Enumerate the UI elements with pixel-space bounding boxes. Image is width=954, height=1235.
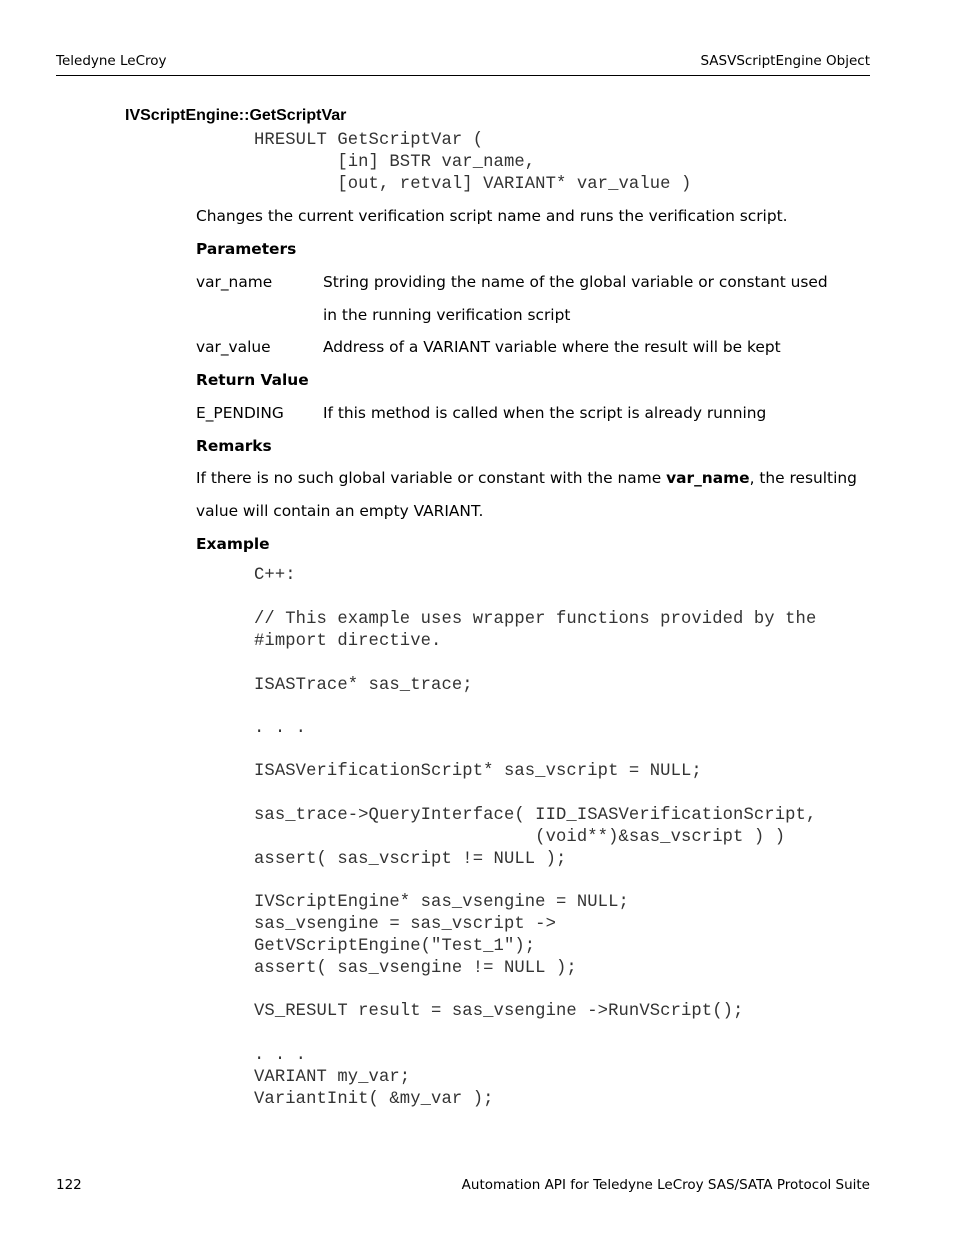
- code-line: GetVScriptEngine("Test_1");: [254, 937, 536, 956]
- param-name: var_value: [196, 338, 271, 356]
- parameters-heading: Parameters: [196, 240, 297, 258]
- code-line: VS_RESULT result = sas_vsengine ->RunVScript();: [254, 1002, 744, 1021]
- param-description-cont: in the running verification script: [323, 306, 571, 324]
- code-line: ISASTrace* sas_trace;: [254, 676, 473, 695]
- signature-line: HRESULT GetScriptVar (: [254, 131, 484, 150]
- return-code-description: If this method is called when the script is already running: [323, 404, 767, 422]
- remarks-param-name: var_name: [666, 469, 750, 487]
- code-line: // This example uses wrapper functions provided by the: [254, 610, 817, 629]
- code-line: IVScriptEngine* sas_vsengine = NULL;: [254, 893, 629, 912]
- signature-line: [out, retval] VARIANT* var_value ): [254, 175, 692, 194]
- remarks-line: value will contain an empty VARIANT.: [196, 502, 484, 520]
- code-line: sas_vsengine = sas_vscript ->: [254, 915, 557, 934]
- return-code: E_PENDING: [196, 404, 284, 422]
- code-line: C++:: [254, 566, 296, 585]
- description: Changes the current verification script name and runs the verification script.: [196, 207, 788, 225]
- code-line: (void**)&sas_vscript ) ): [254, 828, 786, 847]
- signature-line: [in] BSTR var_name,: [254, 153, 536, 172]
- code-example: [254, 565, 817, 1109]
- return-value-heading: Return Value: [196, 371, 309, 389]
- header-left: Teledyne LeCroy: [56, 53, 167, 69]
- code-line: #import directive.: [254, 632, 442, 651]
- code-line: . . .: [254, 1046, 307, 1065]
- code-line: assert( sas_vscript != NULL );: [254, 850, 567, 869]
- example-heading: Example: [196, 535, 270, 553]
- param-description: Address of a VARIANT variable where the result will be kept: [323, 338, 781, 356]
- code-line: VariantInit( &my_var );: [254, 1090, 494, 1109]
- param-name: var_name: [196, 273, 273, 291]
- section-title: IVScriptEngine::GetScriptVar: [125, 107, 347, 124]
- remarks-text: If there is no such global variable or constant with the name: [196, 469, 667, 487]
- code-line: sas_trace->QueryInterface( IID_ISASVerificationScript,: [254, 806, 817, 825]
- header-divider: [56, 75, 870, 76]
- code-line: ISASVerificationScript* sas_vscript = NULL;: [254, 762, 702, 781]
- code-line: . . .: [254, 719, 307, 738]
- page-number: 122: [56, 1177, 82, 1193]
- remarks-line: [196, 468, 857, 488]
- header-right: SASVScriptEngine Object: [700, 53, 870, 69]
- footer-title: Automation API for Teledyne LeCroy SAS/SATA Protocol Suite: [461, 1177, 870, 1193]
- param-description: String providing the name of the global variable or constant used: [323, 273, 828, 291]
- remarks-text: , the resulting: [749, 469, 857, 487]
- code-line: assert( sas_vsengine != NULL );: [254, 959, 577, 978]
- remarks-heading: Remarks: [196, 437, 272, 455]
- code-line: VARIANT my_var;: [254, 1068, 411, 1087]
